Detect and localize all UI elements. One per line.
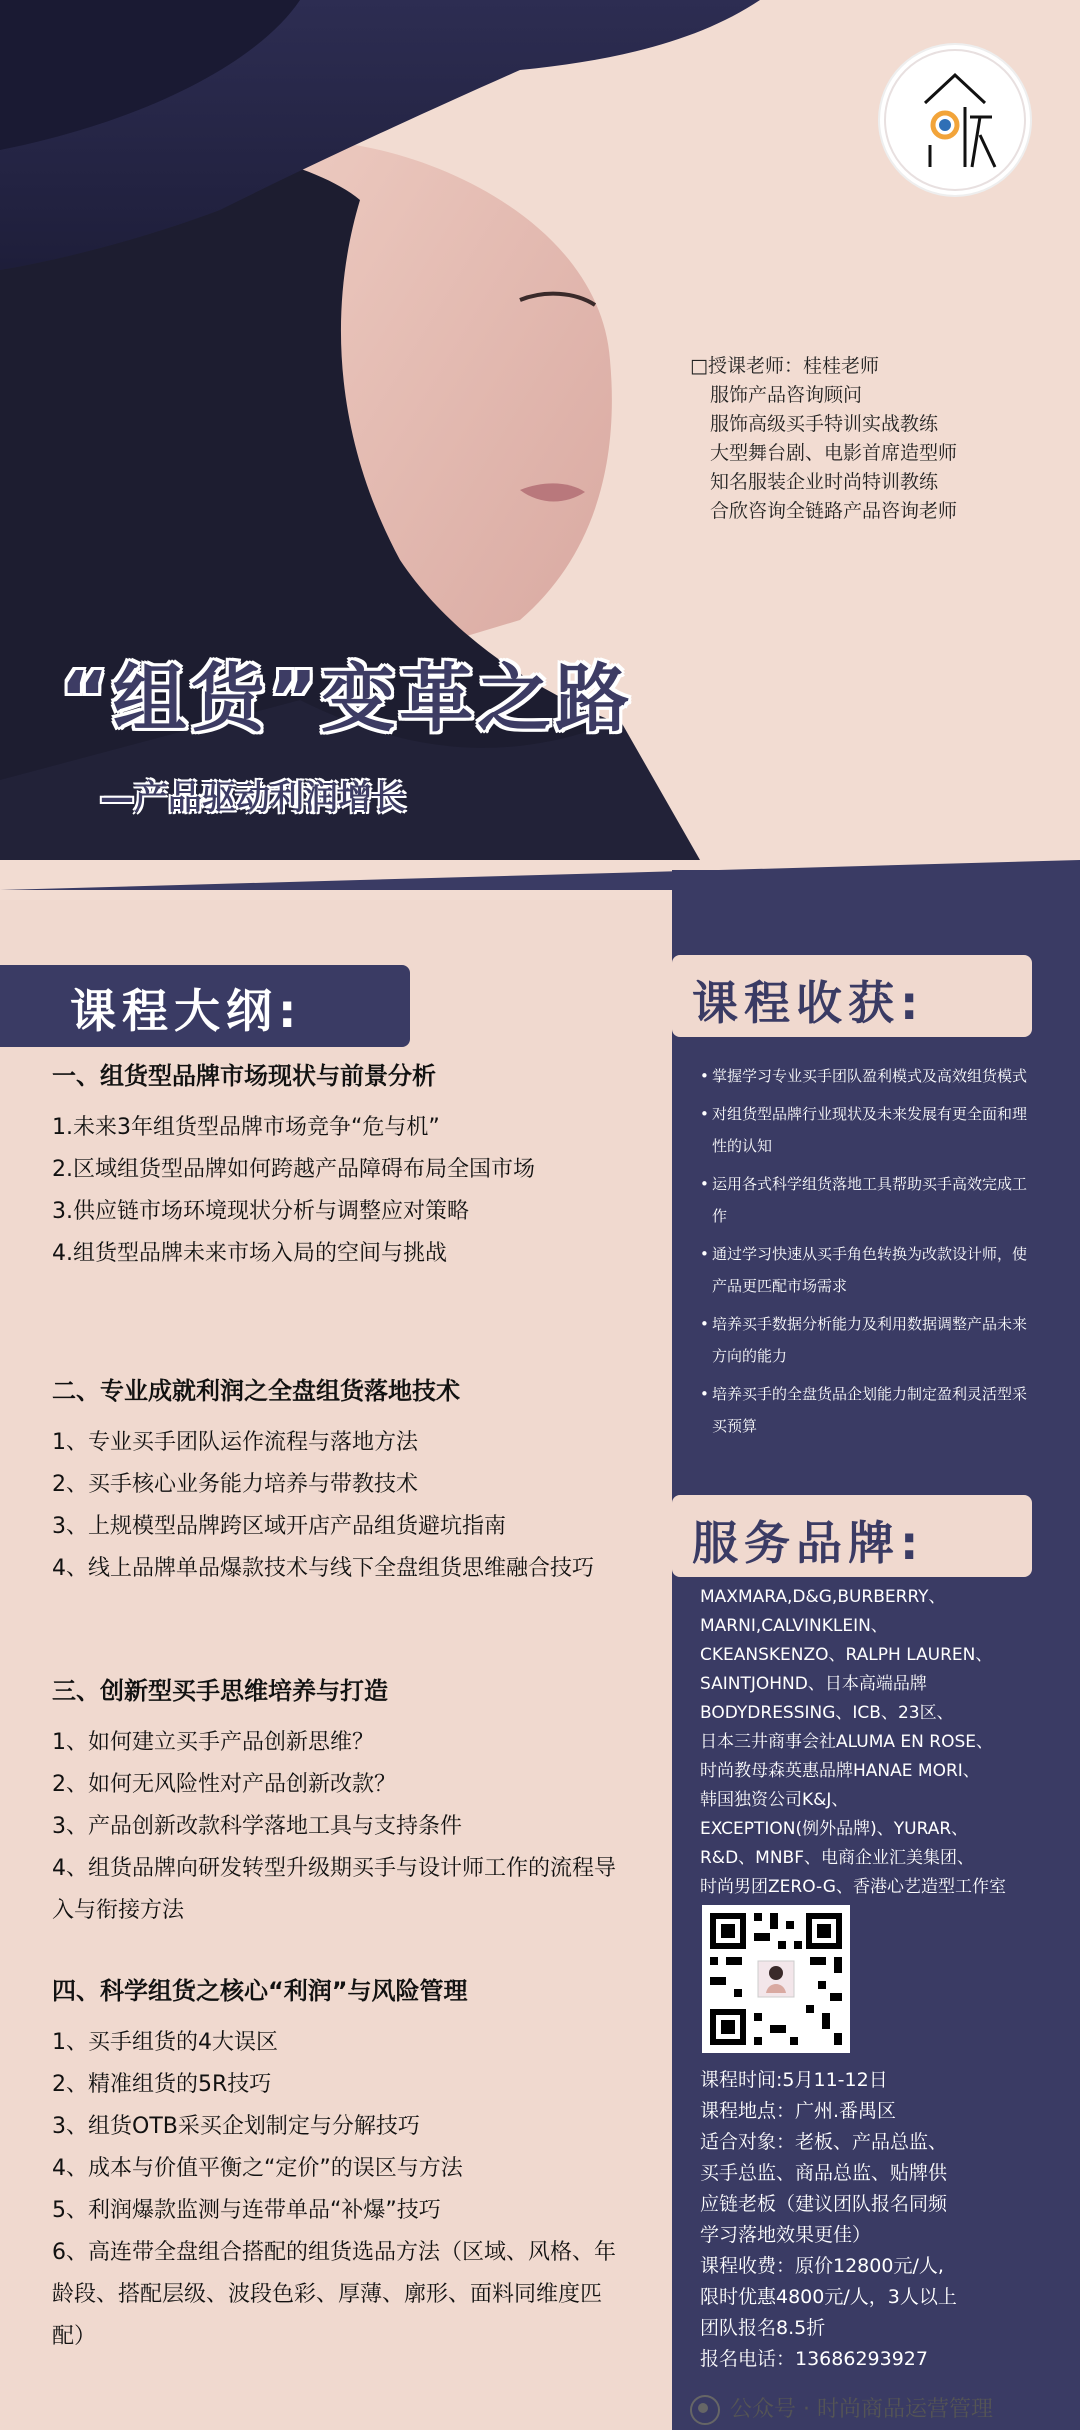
outline-section-title: 四、科学组货之核心“利润”与风险管理 — [52, 1977, 468, 2005]
outline-item: 1、如何建立买手产品创新思维？ — [52, 1730, 374, 1755]
portrait-photo — [0, 0, 760, 900]
detail-line: 学习落地效果更佳） — [700, 2224, 872, 2246]
outline-item: 2、精准组货的5R技巧 — [52, 2072, 272, 2097]
outline-section-3 — [52, 1670, 632, 1932]
teacher-line: 知名服装企业时尚特训教练 — [710, 471, 939, 493]
logo-icon — [880, 45, 1030, 195]
hero-banner — [0, 0, 1080, 900]
teacher-line: □授课老师：桂桂老师 — [690, 355, 879, 377]
detail-line: 课程收费：原价12800元/人, — [700, 2255, 944, 2277]
outline-item: 4、线上品牌单品爆款技术与线下全盘组货思维融合技巧 — [52, 1556, 594, 1581]
brand-line: EXCEPTION(例外品牌)、YURAR、 — [700, 1819, 969, 1839]
outline-section-title: 三、创新型买手思维培养与打造 — [52, 1677, 388, 1705]
teacher-line: 大型舞台剧、电影首席造型师 — [710, 442, 958, 464]
main-title: “组货”变革之路 — [60, 656, 634, 742]
detail-line: 课程时间:5月11-12日 — [700, 2069, 888, 2091]
qr-code-icon — [702, 1905, 850, 2053]
gain-item: • 培养买手数据分析能力及利用数据调整产品未来方向的能力 — [700, 1308, 1040, 1372]
brand-logo — [880, 45, 1030, 195]
detail-line: 应链老板（建议团队报名同频 — [700, 2193, 948, 2215]
gain-item: • 通过学习快速从买手角色转换为改款设计师，使产品更匹配市场需求 — [700, 1238, 1040, 1302]
outline-item: 2、买手核心业务能力培养与带教技术 — [52, 1472, 418, 1497]
outline-item: 1、买手组货的4大误区 — [52, 2030, 278, 2055]
outline-item: 2.区域组货型品牌如何跨越产品障碍布局全国市场 — [52, 1157, 535, 1182]
brand-line: 时尚男团ZERO-G、香港心艺造型工作室 — [700, 1877, 1006, 1897]
outline-section-title: 二、专业成就利润之全盘组货落地技术 — [52, 1377, 460, 1405]
phone-line[interactable]: 报名电话：13686293927 — [700, 2348, 928, 2370]
teacher-line: 服饰产品咨询顾问 — [710, 384, 863, 406]
outline-item: 1、专业买手团队运作流程与落地方法 — [52, 1430, 418, 1455]
gains-heading: 课程收获: — [692, 976, 925, 1030]
outline-item: 1.未来3年组货型品牌市场竞争“危与机” — [52, 1115, 440, 1140]
detail-line: 团队报名8.5折 — [700, 2317, 826, 2339]
brands-list — [700, 1583, 1060, 1902]
brand-line: BODYDRESSING、ICB、23区、 — [700, 1703, 954, 1723]
brand-line: 韩国独资公司K&J、 — [700, 1790, 849, 1810]
qr-code[interactable] — [702, 1905, 850, 2053]
detail-line: 适合对象：老板、产品总监、 — [700, 2131, 948, 2153]
outline-item: 4、成本与价值平衡之“定价”的误区与方法 — [52, 2156, 463, 2181]
gain-item: • 掌握学习专业买手团队盈利模式及高效组货模式 — [700, 1060, 1040, 1092]
sub-title: —产品驱动利润增长 — [100, 778, 406, 818]
brand-line: R&D、MNBF、电商企业汇美集团、 — [700, 1848, 974, 1868]
brand-line: CKEANSKENZO、RALPH LAUREN、 — [700, 1645, 993, 1665]
gains-heading-pill — [672, 955, 1032, 1037]
detail-line: 课程地点：广州.番禺区 — [700, 2100, 897, 2122]
teacher-info — [690, 352, 1070, 526]
brand-line: 日本三井商事会社ALUMA EN ROSE、 — [700, 1732, 993, 1752]
brand-line: MAXMARA,D&G,BURBERRY、 — [700, 1587, 946, 1607]
outline-item: 2、如何无风险性对产品创新改款？ — [52, 1772, 396, 1797]
outline-section-4 — [52, 1970, 632, 2358]
brand-line: MARNI,CALVINKLEIN、 — [700, 1616, 888, 1636]
outline-item: 3.供应链市场环境现状分析与调整应对策略 — [52, 1199, 469, 1224]
outline-section-title: 一、组货型品牌市场现状与前景分析 — [52, 1062, 436, 1090]
gains-list — [700, 1060, 1040, 1448]
watermark-text: 公众号 · 时尚商品运营管理 — [730, 2397, 993, 2422]
teacher-line: 合欣咨询全链路产品咨询老师 — [710, 500, 958, 522]
outline-item: 3、上规模型品牌跨区域开店产品组货避坑指南 — [52, 1514, 506, 1539]
brands-heading: 服务品牌: — [692, 1516, 925, 1570]
course-details — [700, 2065, 1060, 2375]
outline-section-1 — [52, 1055, 632, 1275]
detail-line: 买手总监、商品总监、贴牌供 — [700, 2162, 948, 2184]
outline-item: 4、组货品牌向研发转型升级期买手与设计师工作的流程导入与衔接方法 — [52, 1856, 616, 1923]
outline-section-2 — [52, 1370, 632, 1590]
outline-item: 5、利润爆款监测与连带单品“补爆”技巧 — [52, 2198, 441, 2223]
wechat-account-icon — [690, 2395, 720, 2425]
outline-item: 3、产品创新改款科学落地工具与支持条件 — [52, 1814, 462, 1839]
outline-heading: 课程大纲: — [70, 984, 303, 1038]
brands-heading-pill — [672, 1495, 1032, 1577]
outline-item: 4.组货型品牌未来市场入局的空间与挑战 — [52, 1241, 447, 1266]
outline-heading-pill — [0, 965, 410, 1047]
brand-line: 时尚教母森英惠品牌HANAE MORI、 — [700, 1761, 980, 1781]
gain-item: • 运用各式科学组货落地工具帮助买手高效完成工作 — [700, 1168, 1040, 1232]
outline-item: 6、高连带全盘组合搭配的组货选品方法（区域、风格、年龄段、搭配层级、波段色彩、厚薄、廓形、面料同维度匹配） — [52, 2240, 616, 2349]
teacher-line: 服饰高级买手特训实战教练 — [710, 413, 939, 435]
gain-item: • 培养买手的全盘货品企划能力制定盈利灵活型采买预算 — [700, 1378, 1040, 1442]
brand-line: SAINTJOHND、日本高端品牌 — [700, 1674, 927, 1694]
detail-line: 限时优惠4800元/人，3人以上 — [700, 2286, 957, 2308]
gain-item: • 对组货型品牌行业现状及未来发展有更全面和理性的认知 — [700, 1098, 1040, 1162]
outline-item: 3、组货OTB采买企划制定与分解技巧 — [52, 2114, 420, 2139]
wechat-watermark — [690, 2392, 993, 2425]
